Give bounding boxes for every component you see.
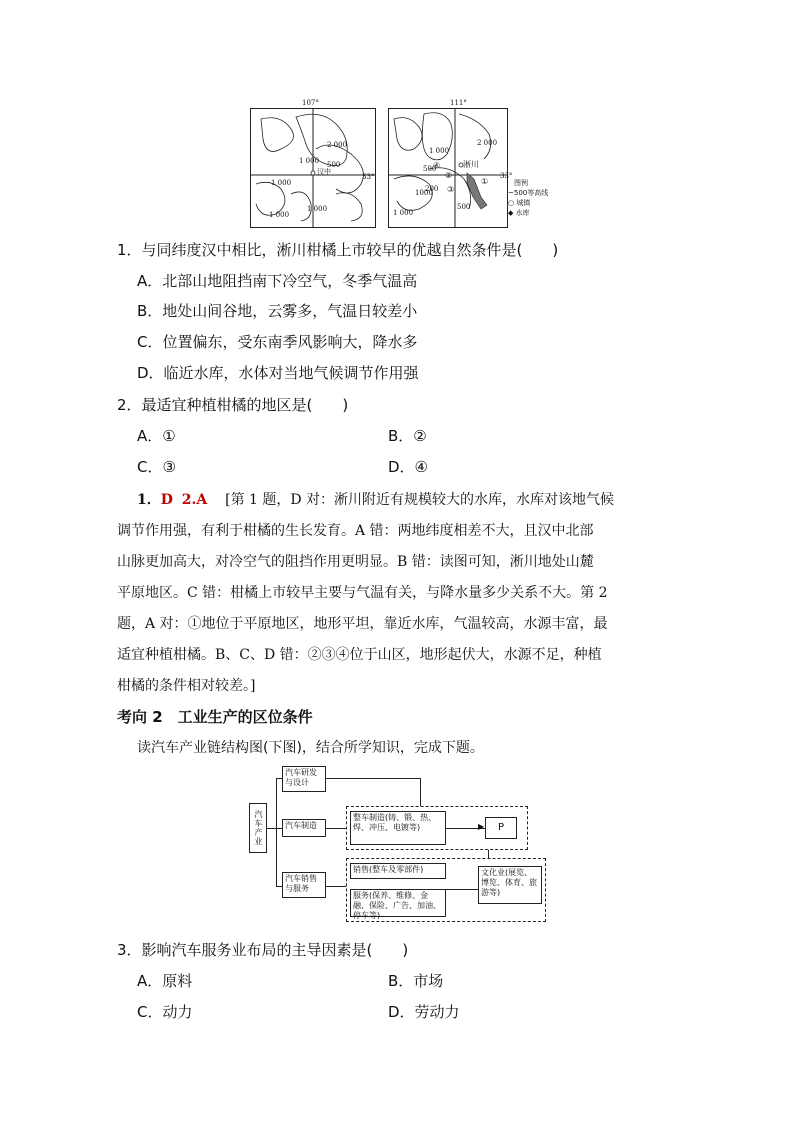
intro-text: 读汽车产业链结构图(下图)，结合所学知识，完成下题。 — [137, 740, 484, 756]
map-legend — [508, 178, 548, 218]
right-map-label-500a: 500 — [423, 165, 437, 173]
q1-option-a[interactable]: A．北部山地阻挡南下冷空气，冬季气温高 — [137, 272, 418, 290]
legend-reservoir-label: 水库 — [515, 209, 530, 217]
flow-connector — [420, 778, 421, 806]
right-map-label-500b: 500 — [457, 203, 471, 211]
flow-whole-box: 整车制造(铸、锻、热、焊、冲压、电镀等) — [350, 811, 446, 845]
legend-reservoir — [508, 208, 548, 218]
right-map-label-1000: 1 000 — [429, 147, 450, 155]
answer-explanation-3: 平原地区。C 错：柑橘上市较早主要与气温有关，与降水量多少关系不大。第 2 — [117, 585, 608, 601]
right-map-marker-1: ① — [481, 177, 489, 186]
flow-p-box: P — [485, 817, 517, 839]
q1-option-b[interactable]: B．地处山间谷地，云雾多，气温日较差小 — [137, 302, 418, 320]
right-map-label-2000: 2 000 — [477, 139, 498, 147]
left-map-label-500: 500 — [327, 161, 341, 169]
q1-stem: 1．与同纬度汉中相比，淅川柑橘上市较早的优越自然条件是( ) — [117, 241, 559, 259]
answer-explanation-6: 柑橘的条件相对较差。] — [117, 678, 256, 694]
right-map-label-1000c: 1000 — [415, 189, 433, 197]
answer-explanation-2: 山脉更加高大，对冷空气的阻挡作用更明显。B 错：读图可知，淅川地处山麓 — [117, 554, 594, 570]
flow-connector — [326, 778, 420, 779]
right-map-marker-2: ② — [445, 171, 453, 180]
right-map-marker-3: ③ — [447, 185, 455, 194]
flow-connector — [326, 828, 346, 829]
legend-town-label: 城镇 — [516, 199, 531, 207]
flow-rd-box: 汽车研发与设计 — [282, 766, 326, 792]
flow-connector — [446, 889, 478, 890]
flow-service-box: 服务(保养、维修、金融、保险、广告、加油、停车等) — [350, 889, 446, 917]
left-map-label-2000: 2 000 — [327, 141, 348, 149]
legend-title: 图例 — [514, 179, 528, 187]
flow-connector — [276, 778, 277, 886]
answer-line-1 — [137, 489, 614, 509]
xichuan-contour-map — [388, 108, 508, 228]
left-map-label-1000c: 1 000 — [269, 211, 290, 219]
flow-connector — [488, 850, 489, 858]
answer-q2: A — [196, 492, 208, 508]
section-title: 考向 2 工业生产的区位条件 — [117, 708, 313, 726]
right-map-latitude: 33° — [500, 172, 513, 180]
right-map-longitude: 111° — [450, 99, 467, 107]
q2-option-b[interactable]: B．② — [388, 427, 427, 445]
flow-sell-box: 销售(整车及零部件) — [350, 863, 446, 879]
left-map-longitude: 107° — [302, 99, 319, 107]
flow-sales-box: 汽车销售与服务 — [282, 872, 326, 898]
left-map-label-1000d: 1 000 — [307, 205, 328, 213]
flow-connector — [267, 828, 276, 829]
q2-stem: 2．最适宜种植柑橘的地区是( ) — [117, 396, 349, 414]
answer-explanation-5: 适宜种植柑橘。B、C、D 错：②③④位于山区，地形起伏大，水源不足，种植 — [117, 647, 602, 663]
q3-stem: 3．影响汽车服务业布局的主导因素是( ) — [117, 941, 409, 959]
q3-option-a[interactable]: A．原料 — [137, 972, 193, 990]
hanzhong-contour-map — [250, 108, 376, 228]
q3-option-c[interactable]: C．动力 — [137, 1003, 193, 1021]
left-map-label-1000a: 1 000 — [299, 157, 320, 165]
left-map-city-hanzhong: 汉中 — [317, 168, 331, 176]
answer-q1: D — [160, 492, 173, 508]
q2-option-d[interactable]: D．④ — [388, 458, 428, 476]
left-map-label-1000b: 1 000 — [271, 179, 292, 187]
flow-root-box: 汽车产业 — [249, 803, 267, 853]
answer-explanation-1: 调节作用强，有利于柑橘的生长发育。A 错：两地纬度相差不大，且汉中北部 — [117, 523, 594, 539]
answer-prefix: 1． — [137, 492, 161, 508]
right-map-label-1000b: 1 000 — [393, 209, 414, 217]
right-map-label-200: 200 — [425, 185, 439, 193]
flow-connector — [326, 886, 346, 887]
arrow-right-icon: ▶ — [478, 822, 485, 831]
answer-q2-number: 2. — [181, 492, 197, 508]
legend-contour-label: 500等高线 — [513, 189, 549, 197]
q3-option-d[interactable]: D．劳动力 — [388, 1003, 460, 1021]
town-circle-icon: ○ — [508, 199, 517, 207]
reservoir-icon: ◆ — [508, 209, 516, 217]
flow-culture-box: 文化业(展览、博览、体育、旅游等) — [478, 866, 542, 904]
q3-option-b[interactable]: B．市场 — [388, 972, 444, 990]
left-map-latitude: 33° — [362, 173, 375, 181]
q2-option-c[interactable]: C．③ — [137, 458, 176, 476]
flow-mfg-box: 汽车制造 — [282, 819, 326, 837]
q1-option-d[interactable]: D．临近水库，水体对当地气候调节作用强 — [137, 364, 419, 382]
answer-explanation-4: 题，A 对：①地位于平原地区，地形平坦，靠近水库，气温较高，水源丰富，最 — [117, 616, 608, 632]
legend-contour: ~500等高线 — [508, 189, 549, 197]
q2-option-a[interactable]: A．① — [137, 427, 176, 445]
right-map-city-xichuan: 淅川 — [463, 160, 479, 169]
answer-explanation-0: [第 1 题，D 对：淅川附近有规模较大的水库，水库对该地气候 — [225, 492, 615, 508]
q1-option-c[interactable]: C．位置偏东，受东南季风影响大，降水多 — [137, 333, 418, 351]
legend-town — [508, 198, 548, 208]
right-map-marker-4: ④ — [433, 161, 441, 170]
